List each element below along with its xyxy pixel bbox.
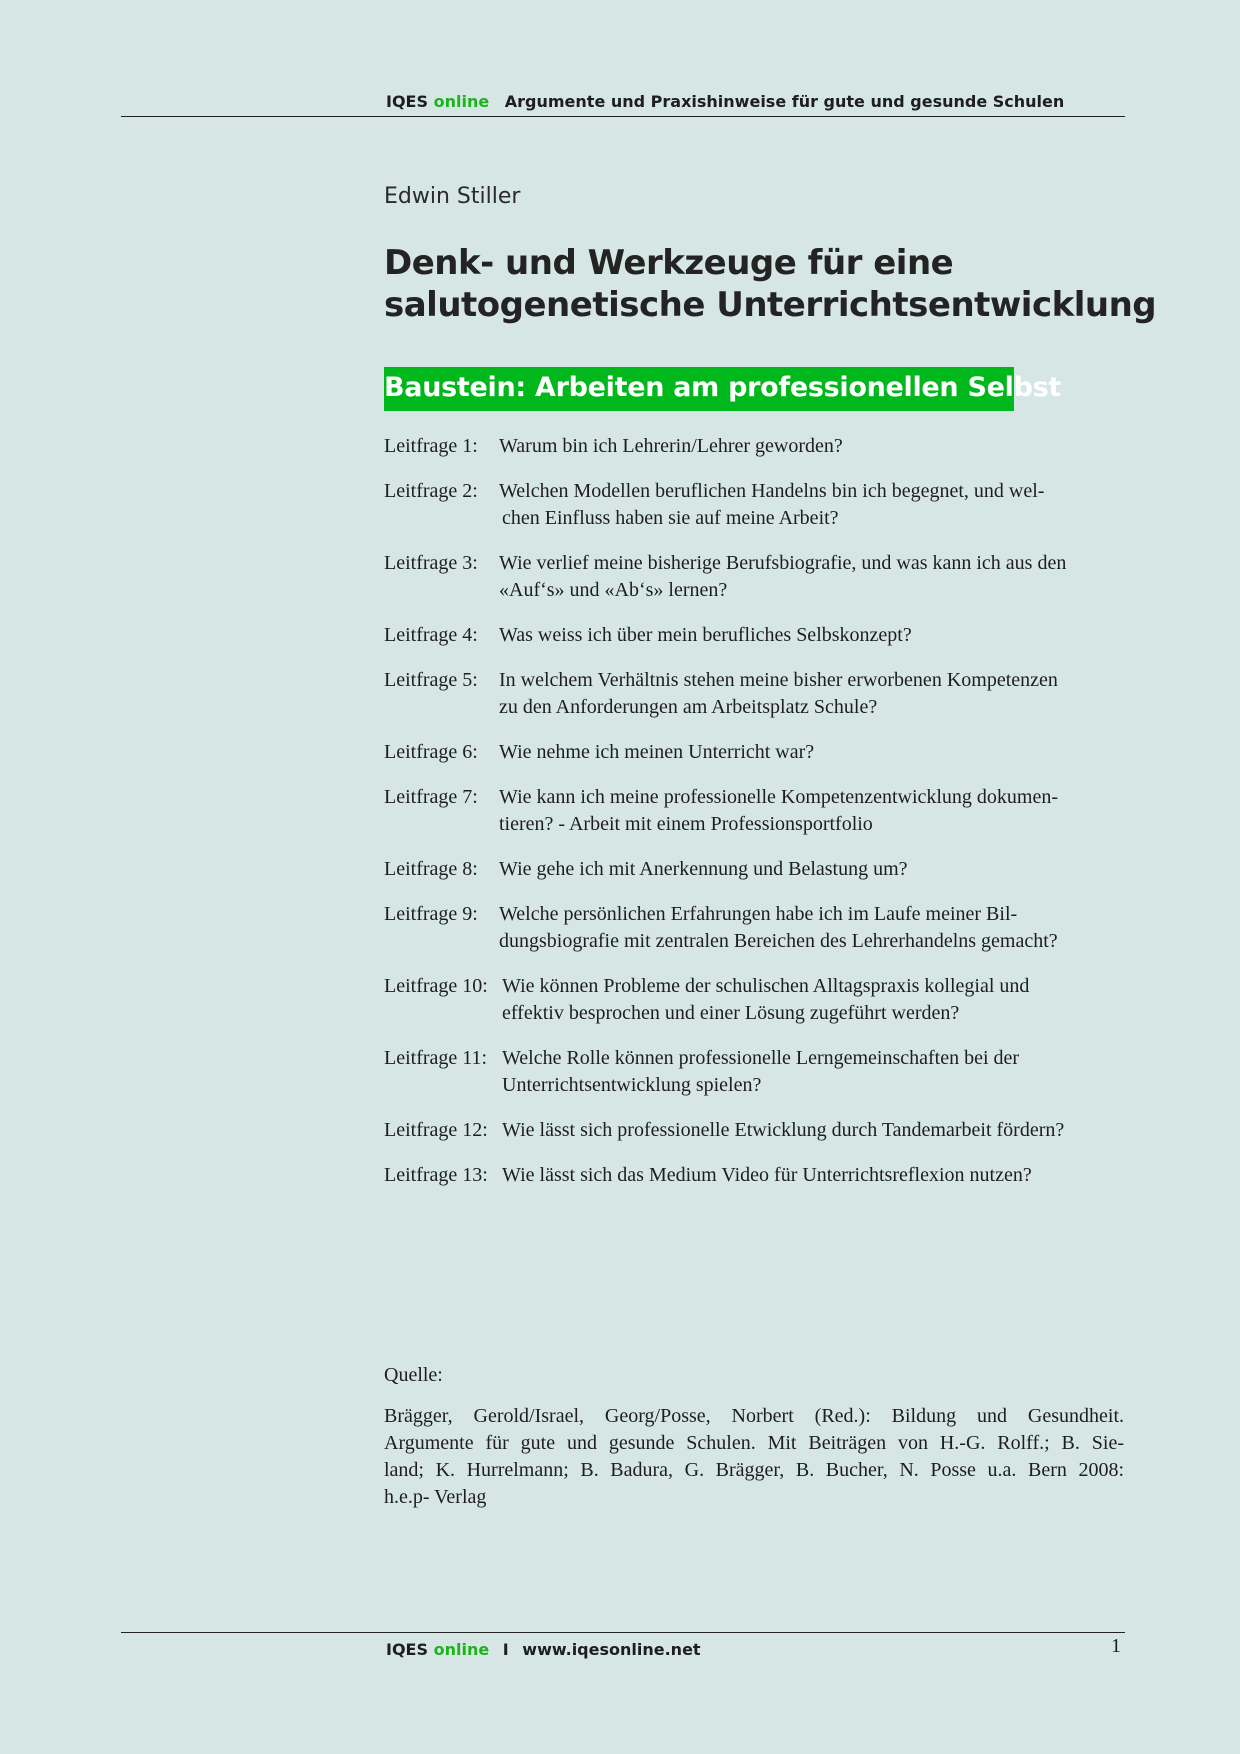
question-text [502, 1045, 1124, 1099]
question-item [384, 622, 1124, 649]
document-title [384, 242, 1157, 326]
question-line: «Auf‘s» und «Ab‘s» lernen? [499, 579, 728, 601]
question-text [499, 622, 1124, 649]
source-citation [384, 1403, 1124, 1511]
question-line: Wie gehe ich mit Anerkennung und Belastung um? [499, 858, 908, 880]
source-line: Brägger, Gerold/Israel, Georg/Posse, Norbert (Red.): Bildung und Gesundheit. [384, 1405, 1124, 1427]
question-text [499, 739, 1124, 766]
question-text [499, 550, 1124, 604]
question-line: tieren? - Arbeit mit einem Professionsportfolio [499, 813, 873, 835]
question-item [384, 901, 1124, 955]
footer-separator: I [502, 1640, 509, 1659]
question-line: Wie nehme ich meinen Unterricht war? [499, 741, 815, 763]
question-line: Was weiss ich über mein berufliches Selbskonzept? [499, 624, 912, 646]
question-item [384, 856, 1124, 883]
page-number: 1 [1111, 1635, 1121, 1657]
question-line: In welchem Verhältnis stehen meine bisher erworbenen Kompetenzen [499, 669, 1058, 691]
question-text [499, 856, 1124, 883]
page-header [121, 90, 1125, 117]
question-text [502, 1117, 1124, 1144]
question-line: effektiv besprochen und einer Lösung zugeführt werden? [502, 1002, 960, 1024]
title-line-2: salutogenetische Unterrichtsentwicklung [384, 285, 1157, 325]
question-label: Leitfrage 9: [384, 903, 478, 925]
question-label: Leitfrage 6: [384, 741, 478, 763]
source-line: Argumente für gute und gesunde Schulen. Mit Beiträgen von H.-G. Rolff.; B. Sie- [384, 1432, 1124, 1454]
question-list [384, 433, 1124, 1207]
question-label: Leitfrage 3: [384, 552, 478, 574]
question-text [502, 1162, 1124, 1189]
question-item [384, 973, 1124, 1027]
footer-brand-main: IQES [386, 1640, 429, 1659]
question-item [384, 1162, 1124, 1189]
source-line: h.e.p- Verlag [384, 1486, 487, 1508]
question-line: Warum bin ich Lehrerin/Lehrer geworden? [499, 435, 843, 457]
question-label: Leitfrage 8: [384, 858, 478, 880]
question-label: Leitfrage 2: [384, 480, 478, 502]
question-line: Wie verlief meine bisherige Berufsbiografie, und was kann ich aus den [499, 552, 1067, 574]
question-label: Leitfrage 10: [384, 975, 488, 997]
section-banner [384, 367, 1061, 411]
question-text [499, 901, 1124, 955]
question-text [502, 973, 1124, 1027]
question-line: Wie lässt sich das Medium Video für Unterrichtsreflexion nutzen? [502, 1164, 1032, 1186]
footer-url-link[interactable]: www.iqesonline.net [522, 1640, 701, 1659]
question-line: Unterrichtsentwicklung spielen? [502, 1074, 762, 1096]
question-text [499, 478, 1124, 532]
question-item [384, 478, 1124, 532]
question-line: Wie können Probleme der schulischen Alltagspraxis kollegial und [502, 975, 1030, 997]
question-label: Leitfrage 11: [384, 1047, 488, 1069]
page-footer [121, 1632, 1125, 1663]
footer-text [386, 1640, 701, 1659]
question-label: Leitfrage 5: [384, 669, 478, 691]
question-item [384, 739, 1124, 766]
source-line: land; K. Hurrelmann; B. Badura, G. Brägger, B. Bucher, N. Posse u.a. Bern 2008: [384, 1459, 1124, 1481]
question-item [384, 433, 1124, 460]
question-text [499, 433, 1124, 460]
header-brand-accent: online [433, 92, 490, 111]
question-line: Welche Rolle können professionelle Lerngemeinschaften bei der [502, 1047, 1020, 1069]
section-banner-text: Baustein: Arbeiten am professionellen Selbst [384, 372, 1061, 403]
question-item [384, 667, 1124, 721]
question-item [384, 1045, 1124, 1099]
question-line: Wie lässt sich professionelle Etwicklung durch Tandemarbeit fördern? [502, 1119, 1065, 1141]
question-label: Leitfrage 13: [384, 1164, 488, 1186]
source-label: Quelle: [384, 1364, 443, 1386]
question-item [384, 784, 1124, 838]
author-name: Edwin Stiller [384, 184, 521, 209]
footer-brand-accent: online [433, 1640, 490, 1659]
question-line: Welche persönlichen Erfahrungen habe ich im Laufe meiner Bil- [499, 903, 1018, 925]
header-tagline: Argumente und Praxishinweise für gute und gesunde Schulen [504, 92, 1065, 111]
question-item [384, 1117, 1124, 1144]
question-text [499, 784, 1124, 838]
question-text [499, 667, 1124, 721]
question-label: Leitfrage 12: [384, 1119, 488, 1141]
question-line: Welchen Modellen beruflichen Handelns bin ich begegnet, und wel- [499, 480, 1045, 502]
question-line: zu den Anforderungen am Arbeitsplatz Schule? [499, 696, 878, 718]
header-brand-main: IQES [386, 92, 429, 111]
question-line: Wie kann ich meine professionelle Kompetenzentwicklung dokumen- [499, 786, 1059, 808]
question-line: chen Einfluss haben sie auf meine Arbeit? [502, 507, 839, 529]
question-label: Leitfrage 4: [384, 624, 478, 646]
question-item [384, 550, 1124, 604]
question-line: dungsbiografie mit zentralen Bereichen des Lehrerhandelns gemacht? [499, 930, 1058, 952]
question-label: Leitfrage 7: [384, 786, 478, 808]
header-text [386, 92, 1064, 111]
title-line-1: Denk- und Werkzeuge für eine [384, 243, 954, 283]
question-label: Leitfrage 1: [384, 435, 478, 457]
